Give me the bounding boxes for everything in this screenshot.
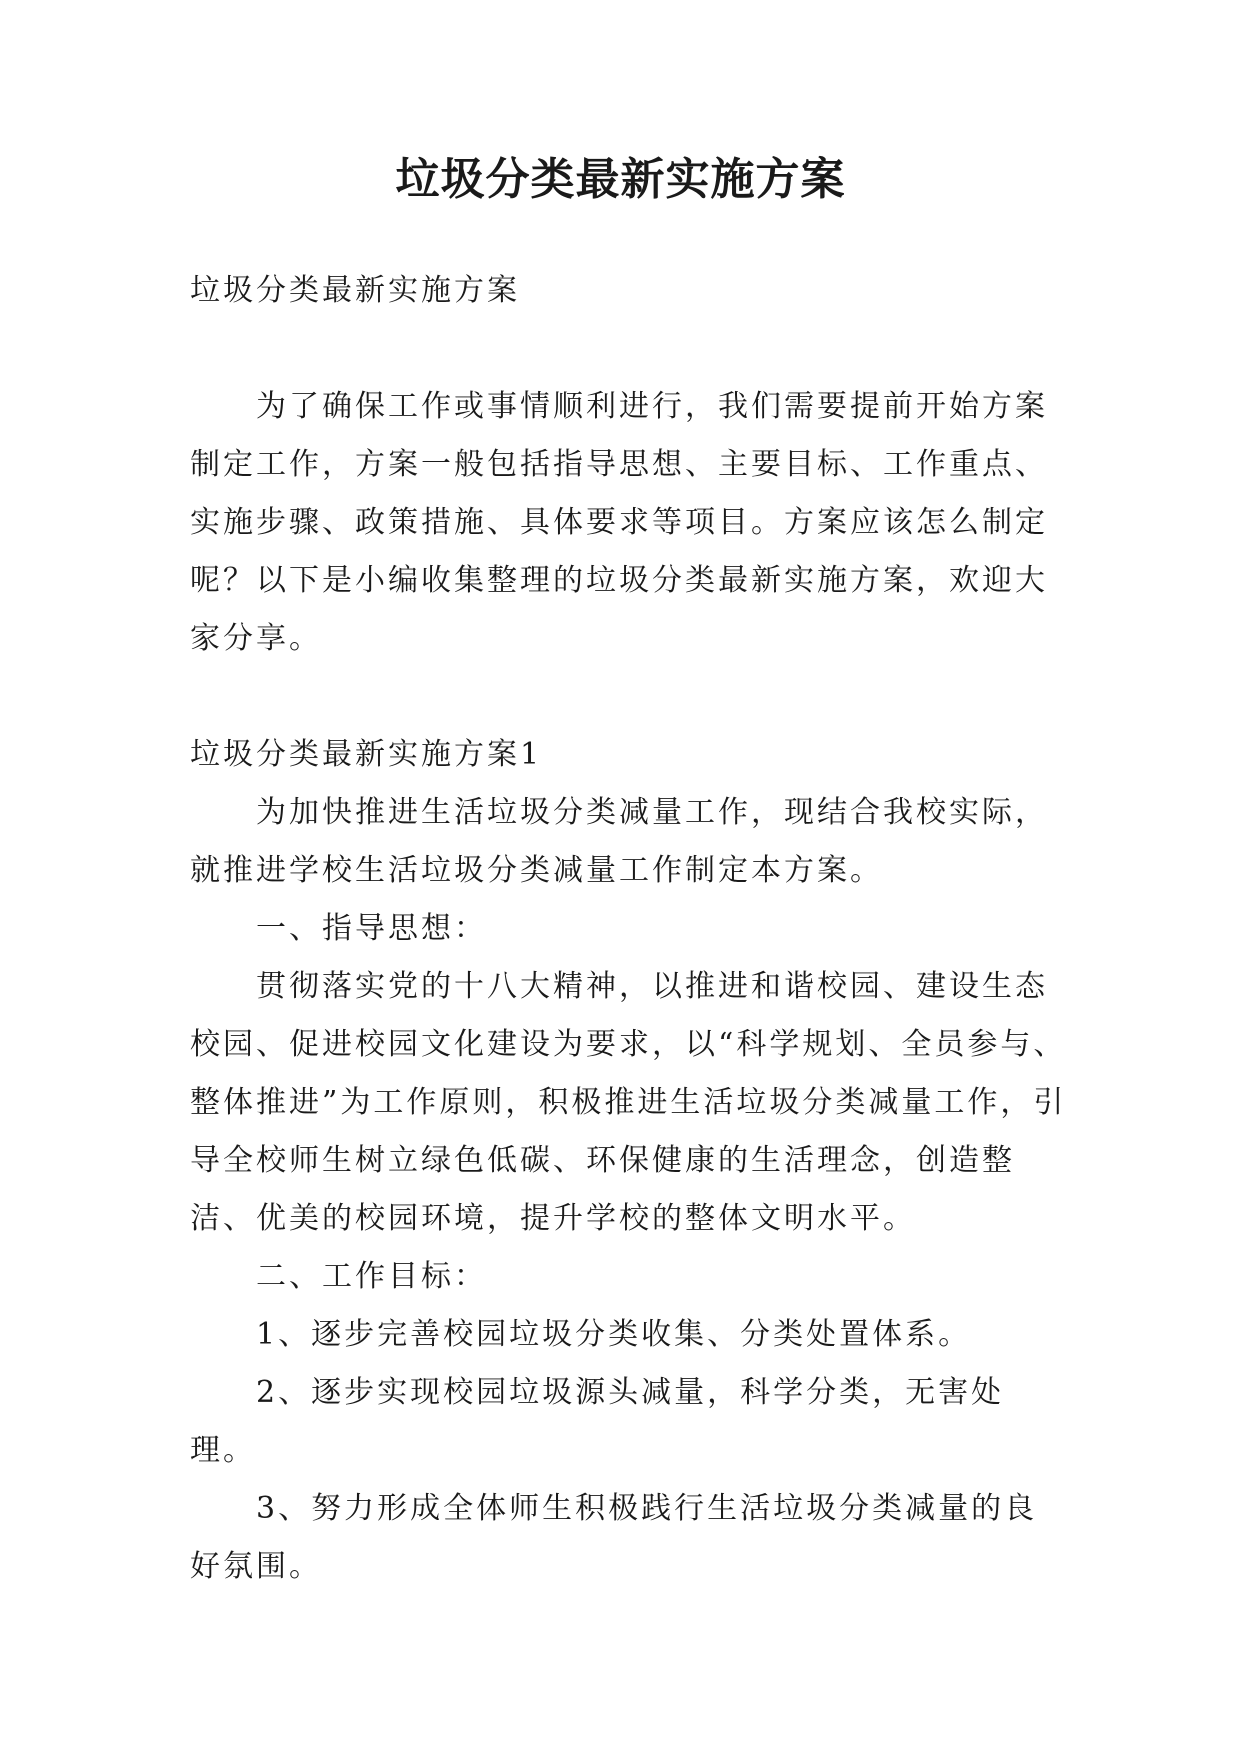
goal-item-3: 3、努力形成全体师生积极践行生活垃圾分类减量的良好氛围。 <box>190 1491 1038 1584</box>
goal-heading: 二、工作目标： <box>256 1259 487 1294</box>
document-body <box>190 262 1070 1596</box>
goal-item-2: 2、逐步实现校园垃圾源头减量，科学分类，无害处理。 <box>190 1375 1005 1468</box>
goal-item-1: 1、逐步完善校园垃圾分类收集、分类处置体系。 <box>256 1317 972 1352</box>
intro-paragraph: 为了确保工作或事情顺利进行，我们需要提前开始方案制定工作，方案一般包括指导思想、主要目标、工作重点、实施步骤、政策措施、具体要求等项目。方案应该怎么制定呢？以下是小编收集整理的垃圾分类最新实施方案，欢迎大家分享。 <box>190 389 1048 656</box>
guide-heading: 一、指导思想： <box>256 911 487 946</box>
document-title: 垃圾分类最新实施方案 <box>395 154 846 205</box>
section1-heading: 垃圾分类最新实施方案1 <box>190 737 543 772</box>
guide-paragraph: 贯彻落实党的十八大精神，以推进和谐校园、建设生态校园、促进校园文化建设为要求，以“科学规划、全员参与、整体推进”为工作原则，积极推进生活垃圾分类减量工作，引导全校师生树立绿色低碳、环保健康的生活理念，创造整洁、优美的校园环境，提升学校的整体文明水平。 <box>190 969 1067 1236</box>
document-subtitle: 垃圾分类最新实施方案 <box>190 273 520 308</box>
section1-paragraph: 为加快推进生活垃圾分类减量工作，现结合我校实际，就推进学校生活垃圾分类减量工作制定本方案。 <box>190 795 1048 888</box>
